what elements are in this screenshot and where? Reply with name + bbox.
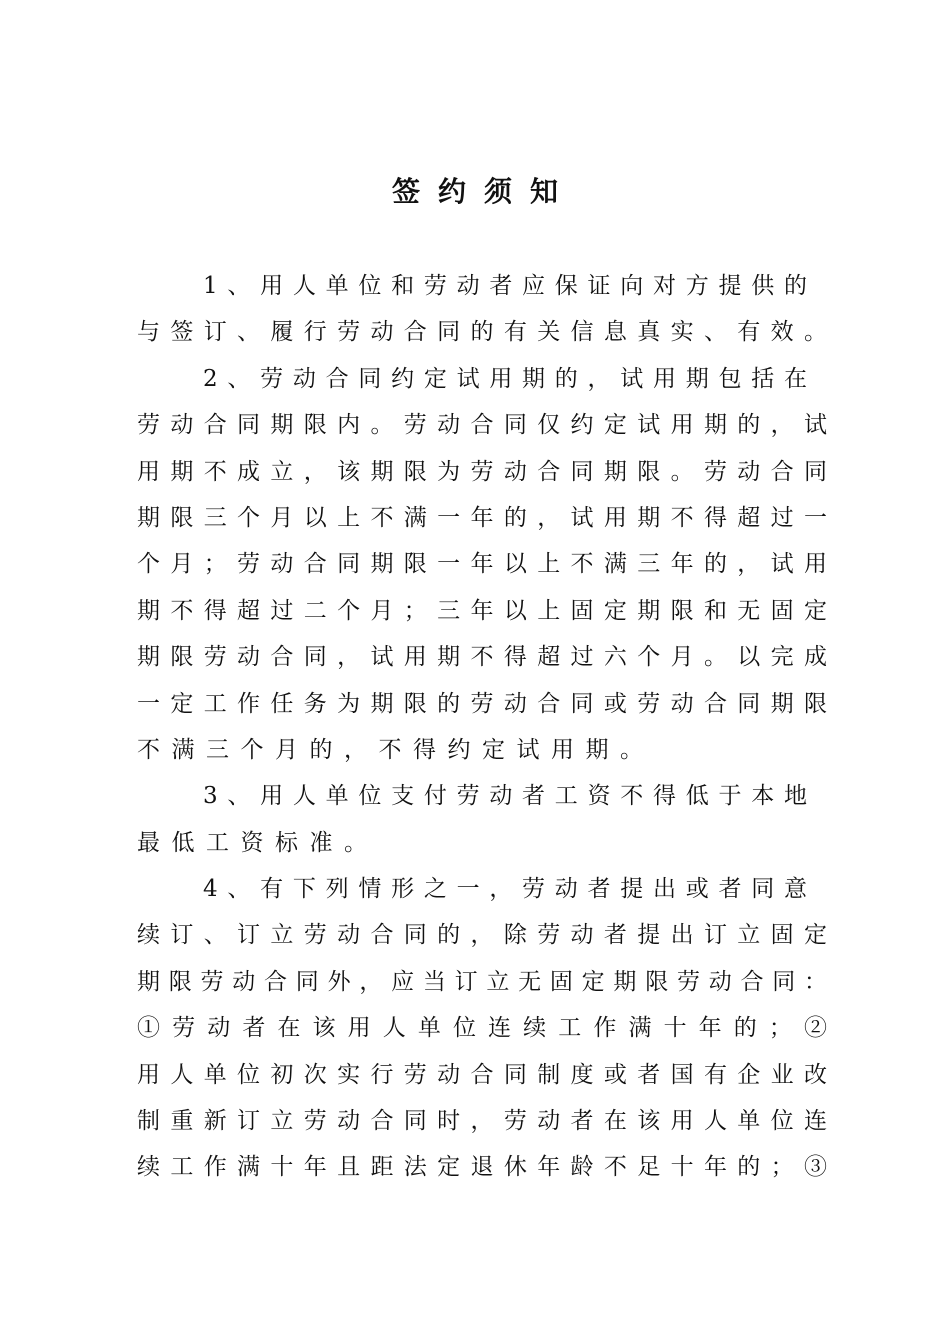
text-line: 期限劳动合同外，应当订立无固定期限劳动合同： — [137, 968, 827, 995]
text-line: 期限劳动合同，试用期不得超过六个月。以完成 — [137, 644, 827, 671]
text-line: 1、用人单位和劳动者应保证向对方提供的 — [203, 273, 807, 299]
text-line: 3、用人单位支付劳动者工资不得低于本地 — [203, 783, 807, 810]
text-line: 一定工作任务为期限的劳动合同或劳动合同期限 — [137, 690, 827, 717]
text-line: 期不得超过二个月；三年以上固定期限和无固定 — [137, 597, 827, 624]
text-line: 最低工资标准。 — [137, 829, 379, 856]
text-line: 用期不成立，该期限为劳动合同期限。劳动合同 — [137, 458, 827, 485]
text-line: 与签订、履行劳动合同的有关信息真实、有效。 — [137, 319, 827, 346]
text-line: 个月；劳动合同期限一年以上不满三年的，试用 — [137, 551, 827, 578]
text-line: 续工作满十年且距法定退休年龄不足十年的；③ — [137, 1154, 827, 1181]
text-line: 续订、订立劳动合同的，除劳动者提出订立固定 — [137, 922, 827, 949]
text-line: 制重新订立劳动合同时，劳动者在该用人单位连 — [137, 1108, 827, 1135]
text-line: 期限三个月以上不满一年的，试用期不得超过一 — [137, 504, 827, 531]
page-title: 签约须知 — [391, 175, 576, 208]
text-line: 用人单位初次实行劳动合同制度或者国有企业改 — [137, 1061, 827, 1088]
document-body — [137, 263, 827, 1191]
text-line: 4、有下列情形之一，劳动者提出或者同意 — [203, 876, 807, 903]
text-line: ①劳动者在该用人单位连续工作满十年的；② — [137, 1015, 827, 1042]
text-line: 不满三个月的，不得约定试用期。 — [137, 736, 655, 763]
text-line: 劳动合同期限内。劳动合同仅约定试用期的，试 — [137, 412, 827, 439]
text-line: 2、劳动合同约定试用期的，试用期包括在 — [203, 365, 807, 392]
